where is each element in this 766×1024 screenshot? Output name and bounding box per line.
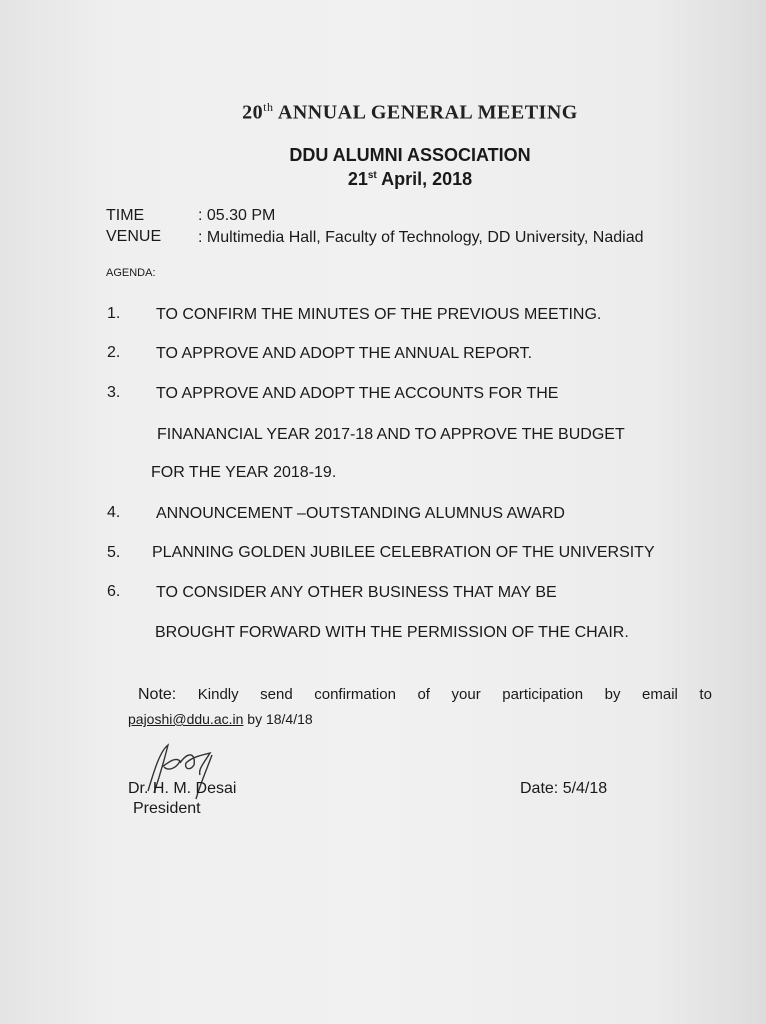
agenda-item: TO APPROVE AND ADOPT THE ANNUAL REPORT. xyxy=(156,345,533,362)
agenda-number: 2. xyxy=(107,344,121,361)
meeting-date: 21st April, 2018 xyxy=(347,169,473,189)
agenda-number: 6. xyxy=(107,583,121,600)
venue-label: VENUE xyxy=(106,228,162,245)
agenda-item: TO APPROVE AND ADOPT THE ACCOUNTS FOR THE xyxy=(156,385,559,402)
agenda-number: 4. xyxy=(107,504,121,521)
signatory-title: President xyxy=(133,800,201,817)
agenda-number: 5. xyxy=(107,544,121,561)
agenda-item-continued: BROUGHT FORWARD WITH THE PERMISSION OF THE CHAIR. xyxy=(155,624,629,641)
agenda-item: TO CONSIDER ANY OTHER BUSINESS THAT MAY BE xyxy=(156,584,557,601)
meeting-title: 20th ANNUAL GENERAL MEETING xyxy=(242,100,578,124)
organization-name: DDU ALUMNI ASSOCIATION xyxy=(289,145,531,165)
agenda-item: ANNOUNCEMENT –OUTSTANDING ALUMNUS AWARD xyxy=(156,505,565,522)
agenda-item: PLANNING GOLDEN JUBILEE CELEBRATION OF THE UNIVERSITY xyxy=(152,544,655,561)
note-email-line: pajoshi@ddu.ac.in by 18/4/18 xyxy=(128,711,313,727)
signatory-name: Dr. H. M. Desai xyxy=(128,780,237,797)
issue-date: Date: 5/4/18 xyxy=(520,780,608,797)
agenda-item: TO CONFIRM THE MINUTES OF THE PREVIOUS MEETING. xyxy=(156,306,602,323)
email-link[interactable]: pajoshi@ddu.ac.in xyxy=(128,711,244,727)
agenda-number: 3. xyxy=(107,384,121,401)
time-label: TIME xyxy=(106,207,145,224)
agenda-number: 1. xyxy=(107,305,121,322)
agenda-item-continued: FINANANCIAL YEAR 2017-18 AND TO APPROVE THE BUDGET xyxy=(157,426,625,443)
note: Note: Kindly send confirmation of your participation by email to xyxy=(138,686,712,703)
time-value: : 05.30 PM xyxy=(198,207,276,224)
agenda-item-continued: FOR THE YEAR 2018-19. xyxy=(151,464,337,481)
venue-value: : Multimedia Hall, Faculty of Technology, DD University, Nadiad xyxy=(198,229,644,246)
agenda-heading: AGENDA: xyxy=(106,267,156,279)
